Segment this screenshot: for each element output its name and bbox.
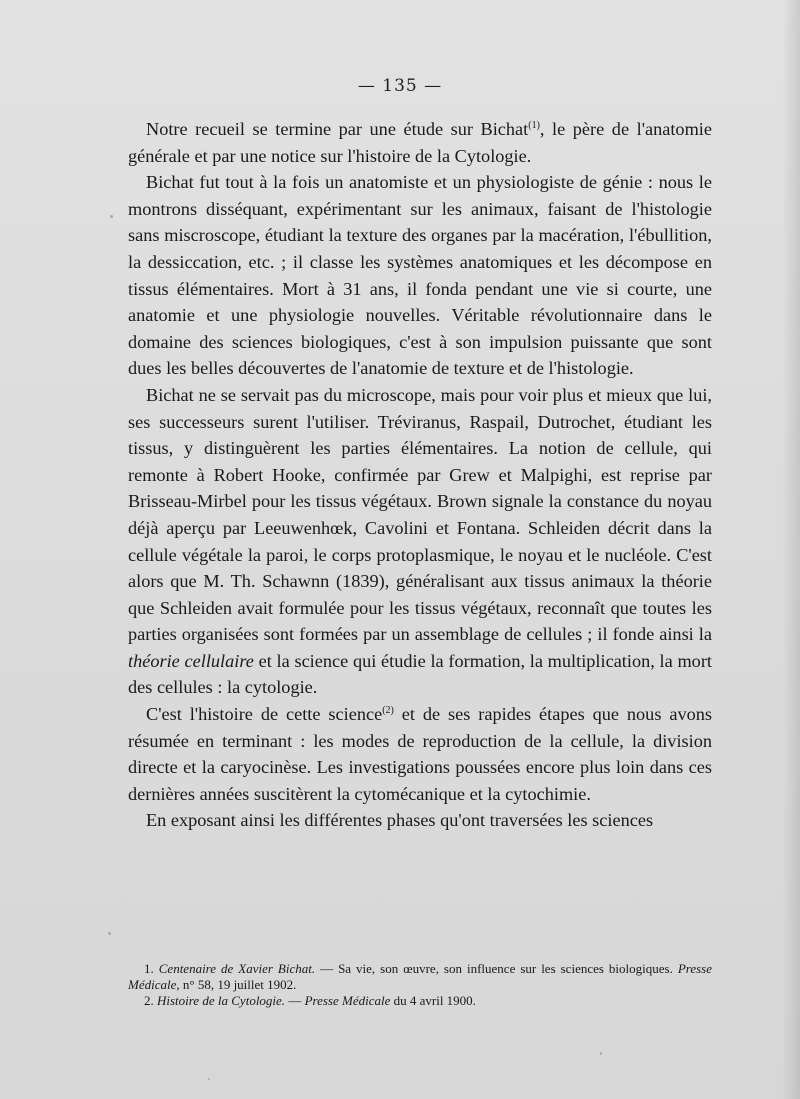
paper-speck bbox=[600, 1052, 602, 1055]
text-run: — Sa vie, son œuvre, son influence sur les sciences biologiques. bbox=[315, 961, 678, 976]
text-run: Bichat ne se servait pas du microscope, mais pour voir plus et mieux que lui, ses successeurs surent l'utiliser. Tréviranus, Raspail, Dutrochet, étudiant les tissus, y distinguèrent les parties élémentaires. La notion de cellule, qui remonte à Robert Hooke, confirmée par Grew et Malpighi, est reprise par Brisseau-Mirbel pour les tissus végétaux. Brown signale la constance du noyau déjà aperçu par Leeuwenhœk, Cavolini et Fontana. Schleiden décrit dans la cellule végétale la paroi, le corps protoplasmique, le noyau et le nucléole. C'est alors que M. Th. Schawnn (1839), généralisant aux tissus animaux la théorie que Schleiden avait formulée pour les tissus végétaux, reconnaît que toutes les parties organisées sont formées par un assemblage de cellules ; il fonde ainsi la bbox=[128, 384, 712, 645]
text-run: , le père de l'anatomie générale et par une notice sur l'histoire de la Cytologie. bbox=[128, 119, 712, 166]
text-run: et de ses rapides étapes que nous avons résumée en terminant : les modes de reproduction de la cellule, la division directe et la caryocinèse. Les investigations poussées encore plus loin dans ces dernières années suscitèrent la cytomécanique et la cytochimie. bbox=[128, 704, 712, 804]
paragraph bbox=[128, 382, 712, 701]
paper-speck bbox=[108, 932, 111, 935]
text-run: C'est l'histoire de cette science bbox=[146, 704, 383, 725]
italic-text: Centenaire de Xavier Bichat. bbox=[158, 961, 316, 976]
paragraph bbox=[128, 701, 712, 807]
footnote bbox=[128, 961, 712, 993]
italic-text: théorie cellulaire bbox=[128, 650, 254, 671]
paragraph bbox=[128, 116, 712, 169]
text-run: — bbox=[285, 993, 305, 1008]
text-run: Bichat fut tout à la fois un anatomiste et un physiologiste de génie : nous le montrons disséquant, expérimentant sur les animaux, faisant de l'histologie sans miscroscope, étudiant la texture des organes par la macération, l'ébullition, la dessiccation, etc. ; il classe les systèmes anatomiques et les décompose en tissus élémentaires. Mort à 31 ans, il fonda pendant une vie si courte, une anatomie et une physiologie nouvelles. Véritable révolutionnaire dans le domaine des sciences biologiques, c'est à son impulsion puissante que sont dues les belles découvertes de l'anatomie de texture et de l'histologie. bbox=[128, 172, 712, 379]
text-run: 1. bbox=[144, 961, 159, 976]
paper-speck bbox=[110, 215, 113, 218]
italic-text: Histoire de la Cytologie. bbox=[157, 993, 286, 1008]
italic-text: Presse Médicale bbox=[304, 993, 391, 1008]
footnote bbox=[128, 993, 712, 1009]
main-text bbox=[128, 116, 712, 834]
page-number: — 135 — bbox=[357, 76, 443, 96]
footnote-reference: (1) bbox=[528, 119, 540, 131]
footnote-reference: (2) bbox=[382, 704, 394, 716]
text-run: du 4 avril 1900. bbox=[390, 993, 476, 1008]
text-run: En exposant ainsi les différentes phases qu'ont traversées les sciences bbox=[146, 810, 654, 831]
paper-speck bbox=[208, 1078, 210, 1080]
text-run: 2. bbox=[144, 993, 157, 1008]
paragraph bbox=[128, 807, 712, 834]
text-run: Notre recueil se termine par une étude sur Bichat bbox=[146, 119, 529, 139]
paragraph bbox=[128, 169, 712, 382]
text-run: , n° 58, 19 juillet 1902. bbox=[176, 977, 297, 992]
footnotes bbox=[128, 961, 712, 1009]
italic-text: Presse Médicale bbox=[128, 961, 713, 992]
text-run: et la science qui étudie la formation, la multiplication, la mort des cellules : la cytologie. bbox=[128, 650, 712, 698]
